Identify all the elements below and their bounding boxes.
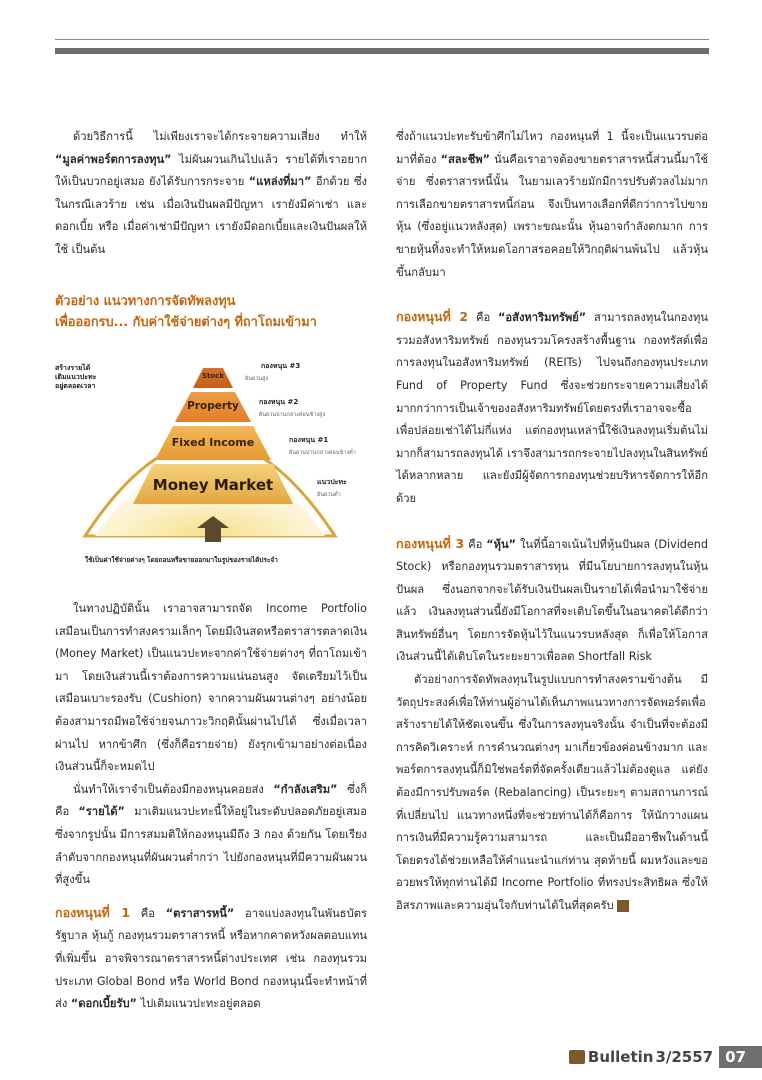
fund2-text-1: คือ	[468, 311, 499, 325]
fund2-label: กองหนุน #2	[259, 398, 299, 406]
para-2-text-1: นั่นทำให้เราจำเป็นต้องมีกองหนุนคอยส่ง	[73, 782, 274, 796]
fund2-heading: กองหนุนที่ 2	[396, 309, 469, 325]
intro-text-1: ด้วยวิธีการนี้ ไม่เพียงเราจะได้กระจายความเสี่ยง ทำให้	[73, 130, 367, 143]
fund2-sub: ผันผวนปานกลางค่อนข้างสูง	[259, 412, 326, 418]
cont-paragraph	[396, 126, 708, 284]
section-heading	[55, 292, 367, 333]
fund1-heading: กองหนุนที่ 1	[55, 904, 131, 920]
right-column	[396, 126, 708, 918]
front-sub: ผันผวนต่ำ	[317, 492, 341, 498]
section-heading-line-2: เพื่อออกรบ... กับค่าใช้จ่ายต่างๆ ที่ถาโถมเข้ามา	[55, 314, 317, 330]
fund1-text-1: คือ	[130, 906, 166, 920]
para-2	[55, 779, 367, 892]
tier-fixed-income-label: Fixed Income	[171, 436, 255, 449]
fund3-text-1: คือ	[464, 537, 487, 551]
para-2-bold-1: “กำลังเสริม”	[273, 782, 338, 796]
para-2-bold-2: “รายได้”	[78, 805, 125, 819]
tier-stock-label: Stock	[201, 372, 224, 380]
cont-bold-1: “สละชีพ”	[440, 152, 490, 166]
para-2-text-3: มาเติมแนวปะทะนี้ให้อยู่ในระดับปลอดภัยอยู่เสมอ ซึ่งจากรูปนั้น มีการสมมติให้กองหนุนมีถึง 3 กอง ด้วยกัน โดยเรียงลำดับจากกองหนุนที่ผันผวนต่ำกว่า ไปยังกองหนุนที่มีความผันผวนที่สูงขึ้น	[55, 805, 367, 887]
fund1-paragraph	[55, 902, 367, 1016]
tier-money-market-label: Money Market	[152, 476, 274, 494]
fund2-text-2: สามารถลงทุนในกองทุนรวมอสังหาริมทรัพย์ กองทุนรวมโครงสร้างพื้นฐาน กองทรัสต์เพื่อการลงทุนในอสังหาริมทรัพย์ (REITs) ไปจนถึงกองทุนประเภท Fund of Property Fund ซึ่งจะช่วยกระจายความเสี่ยงได้มากกว่าการเป็นเจ้าของอสังหาริมทรัพย์โดยตรงที่เราอาจจะซื้อเพื่อปล่อยเช่าได้ไม่กี่แห่ง แต่กองทุนเหล่านี้ใช้เงินลงทุนเริ่มต้นไม่มากก็สามารถลงทุนได้ เราจึงสามารถกระจายไปลงทุนในสินทรัพย์ได้หลากหลาย และยังมีผู้จัดการกองทุนช่วยบริหารจัดการให้อีกด้วย	[396, 311, 708, 505]
pyramid-graphic	[55, 356, 367, 570]
para-1: ในทางปฏิบัตินั้น เราอาจสามารถจัด Income Portfolio เสมือนเป็นการทำสงครามเล็กๆ โดยมีเงินสดหรือตราสารตลาดเงิน (Money Market) เป็นแนวปะทะจากค่าใช้จ่ายต่างๆ ที่ถาโถมเข้ามา โดยเงินส่วนนี้เราต้องการความแน่นอนสูง จัดเตรียมไว้เป็นเสมือนเบาะรองรับ (Cushion) จากความผันผวนต่างๆ อย่างน้อยต้องสามารถมีพอใช้จ่ายจนภาวะวิกฤตินั้นผ่านไปได้ ซึ่งเมื่อเวลาผ่านไป หากข้าศึก (ซึ่งก็คือรายจ่าย) ยังรุกเข้ามาอย่างต่อเนื่อง เงินส่วนนี้ก็จะหมดไป	[55, 602, 367, 774]
figure-caption: ใช้เป็นค่าใช้จ่ายต่างๆ โดยถอนหรือขายออกมาในรูปของรายได้ประจำ	[85, 556, 278, 564]
tier-property-label: Property	[187, 400, 239, 412]
footer	[569, 1045, 762, 1069]
fund3-label: กองหนุน #3	[261, 362, 301, 370]
footer-issue: 3/2557	[655, 1048, 714, 1066]
left-lower-text	[55, 598, 367, 1016]
closing-paragraph	[396, 669, 708, 918]
fund1-sub: ผันผวนปานกลางค่อนข้างต่ำ	[289, 450, 356, 456]
front-label: แนวปะทะ	[317, 478, 347, 486]
figure-left-label-line-3: อยู่ตลอดเวลา	[55, 382, 96, 390]
fund1-bold-2: “ดอกเบี้ยรับ”	[70, 997, 137, 1011]
fund1-text-2: อาจแบ่งลงทุนในพันธบัตรรัฐบาล หุ้นกู้ กองทุนรวมตราสารหนี้ หรือหากคาดหวังผลตอบแทนที่เพิ่มขึ้น อาจพิจารณาตราสารหนี้ต่างประเทศ เช่น กองทุนรวมประเภท Global Bond หรือ World Bond กองหนุนนี้จะทำหน้าที่ส่ง	[55, 906, 367, 1011]
fund3-text-2: ในที่นี้อาจเน้นไปที่หุ้นปันผล (Dividend Stock) หรือกองทุนรวมตราสารทุน ที่มีนโยบายการลงทุนในหุ้นปันผล ซึ่งนอกจากจะได้รับเงินปันผลเป็นรายได้เพื่อนำมาใช้จ่ายแล้ว เงินลงทุนส่วนนี้ยังมีโอกาสที่จะเติบโตขึ้นในอนาคตได้ดีกว่าสินทรัพย์อื่นๆ โดยการจัดหุ้นไว้ในแนวรบหลังสุด ก็เพื่อให้โอกาสเงินส่วนนี้ได้เติบโตในระยะยาวเพื่อลด Shortfall Risk	[396, 537, 708, 664]
header-rule	[55, 39, 709, 40]
figure-left-label-line-2: เติมแนวปะทะ	[55, 373, 97, 381]
cont-text-1: ซึ่งถ้าแนวปะทะรับข้าศึกไม่ไหว กองหนุนที่ 1 นี้จะเป็นแนวรบต่อมาที่ต้อง	[396, 130, 708, 166]
bulletin-logo-icon	[569, 1050, 585, 1064]
footer-title: Bulletin	[587, 1048, 654, 1066]
fund3-paragraph	[396, 533, 708, 670]
intro-bold-1: “มูลค่าพอร์ตการลงทุน”	[55, 152, 172, 166]
intro-text-3: อีกด้วย ซึ่งในกรณีเลวร้าย เช่น เมื่อเงินปันผลมีปัญหา เรายังมีค่าเช่า และดอกเบี้ย หรือ เมื่อค่าเช่ามีปัญหา เรายังมีดอกเบี้ยและเงินปันผลให้ใช้ เป็นต้น	[55, 175, 367, 256]
intro-bold-2: “แหล่งที่มา”	[248, 175, 312, 189]
cont-text-2: นั่นคือเราอาจต้องขายตราสารหนี้ส่วนนี้มาใช้จ่าย ซึ่งตราสารหนี้นั้น ในยามเลวร้ายมักมีการปรับตัวลงไม่มาก การเลือกขายตราสารหนี้ก่อน จึงเป็นทางเลือกที่ดีกว่าการไปขายหุ้น (ซึ่งอยู่แนวหลังสุด) เพราะขณะนั้น หุ้นอาจกำลังตกมาก การขายหุ้นทิ้งจะทำให้หมดโอกาสรอคอยให้วิกฤติผ่านพ้นไป แล้วหุ้นขึ้นกลับมา	[396, 152, 708, 279]
fund1-text-3: ไปเติมแนวปะทะอยู่ตลอด	[136, 997, 261, 1011]
fund2-bold-1: “อสังหาริมทรัพย์”	[498, 311, 587, 325]
figure-left-label-line-1: สร้างรายได้	[55, 364, 91, 372]
closing-text: ตัวอย่างการจัดทัพลงทุนในรูปแบบการทำสงครามข้างต้น มีวัตถุประสงค์เพื่อให้ท่านผู้อ่านได้เห็นภาพแนวทางการจัดพอร์ตเพื่อสร้างรายได้ให้ชัดเจนขึ้น ซึ่งในการลงทุนจริงนั้น จำเป็นที่จะต้องมีการคิดวิเคราะห์ การคำนวณต่างๆ มาเกี่ยวข้องค่อนข้างมาก และพอร์ตการลงทุนนี้ก็มิใช่พอร์ตที่จัดครั้งเดียวแล้วไม่ต้องดูแล แต่ยังต้องมีการปรับพอร์ต (Rebalancing) เป็นระยะๆ ตามสถานการณ์ที่เปลี่ยนไป แนวทางหนึ่งที่จะช่วยท่านได้ก็คือการ ให้นักวางแผนการเงินที่มีความรู้ความสามารถ และเป็นมืออาชีพในด้านนี้โดยตรงได้ช่วยเหลือให้คำแนะนำแก่ท่าน สุดท้ายนี้ ผมหวังและขออวยพรให้ทุกท่านได้มี Income Portfolio ที่ทรงประสิทธิผล ซึ่งให้อิสรภาพและความอุ่นใจกับท่านได้ในที่สุดครับ	[396, 673, 708, 912]
fund3-bold-1: “หุ้น”	[486, 537, 517, 551]
fund3-sub: ผันผวนสูง	[245, 376, 269, 382]
fund1-label: กองหนุน #1	[289, 436, 329, 444]
fund1-bold-1: “ตราสารหนี้”	[165, 906, 235, 920]
fund2-paragraph	[396, 306, 708, 510]
section-heading-line-1: ตัวอย่าง แนวทางการจัดทัพลงทุน	[55, 294, 236, 309]
end-mark-icon	[617, 900, 629, 912]
pyramid-figure	[55, 356, 367, 570]
intro-text-2: ไม่ผันผวนเกินไปแล้ว รายได้ที่เราอยากให้เป็นบวกอยู่เสมอ ยังได้รับการกระจาย	[55, 152, 367, 189]
page-number: 07	[719, 1046, 762, 1068]
fund3-heading: กองหนุนที่ 3	[396, 535, 465, 551]
header-bar	[55, 48, 709, 54]
intro-paragraph	[55, 126, 367, 262]
para-2-text-2: ซึ่งก็คือ	[55, 782, 367, 819]
